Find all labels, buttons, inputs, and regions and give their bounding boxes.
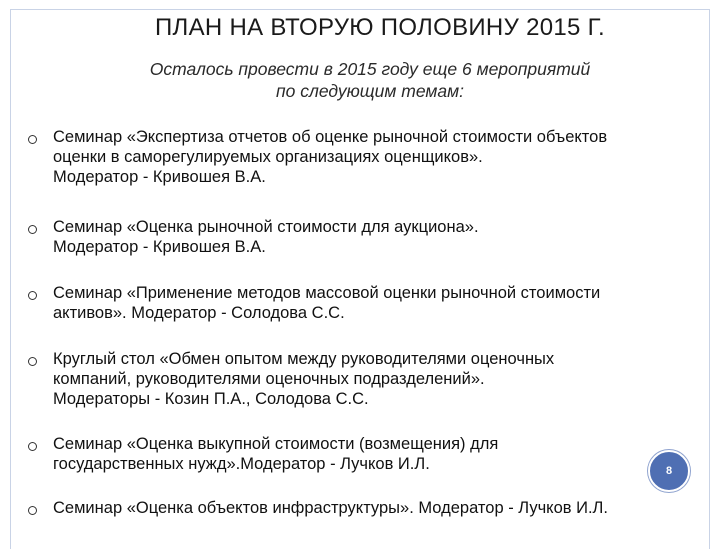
circle-bullet-icon xyxy=(28,135,37,144)
slide-subtitle xyxy=(100,58,640,102)
slide-title: ПЛАН НА ВТОРУЮ ПОЛОВИНУ 2015 Г. xyxy=(155,14,605,41)
subtitle-line-1: Осталось провести в 2015 году еще 6 мероприятий xyxy=(149,59,591,79)
circle-bullet-icon xyxy=(28,506,37,515)
list-item-text: Круглый стол «Обмен опытом между руководителями оценочных компаний, руководителями оценочных подразделений». Модераторы - Козин П.А., Солодова С.С. xyxy=(53,350,555,408)
circle-bullet-icon xyxy=(28,291,37,300)
list-item-text: Семинар «Оценка объектов инфраструктуры». Модератор - Лучков И.Л. xyxy=(53,499,608,517)
circle-bullet-icon xyxy=(28,442,37,451)
list-item-text: Семинар «Оценка рыночной стоимости для аукциона». Модератор - Кривошея В.А. xyxy=(53,218,479,256)
page-number-badge: 8 xyxy=(648,450,690,492)
circle-bullet-icon xyxy=(28,357,37,366)
circle-bullet-icon xyxy=(28,225,37,234)
list-item-text: Семинар «Применение методов массовой оценки рыночной стоимости активов». Модератор - Солодова С.С. xyxy=(53,284,601,322)
subtitle-line-2: по следующим темам: xyxy=(276,81,464,101)
list-item-text: Семинар «Оценка выкупной стоимости (возмещения) для государственных нужд».Модератор - Лучков И.Л. xyxy=(53,435,499,473)
list-item-text: Семинар «Экспертиза отчетов об оценке рыночной стоимости объектов оценки в саморегулируемых организациях оценщиков». Модератор - Кривошея В.А. xyxy=(53,128,608,186)
